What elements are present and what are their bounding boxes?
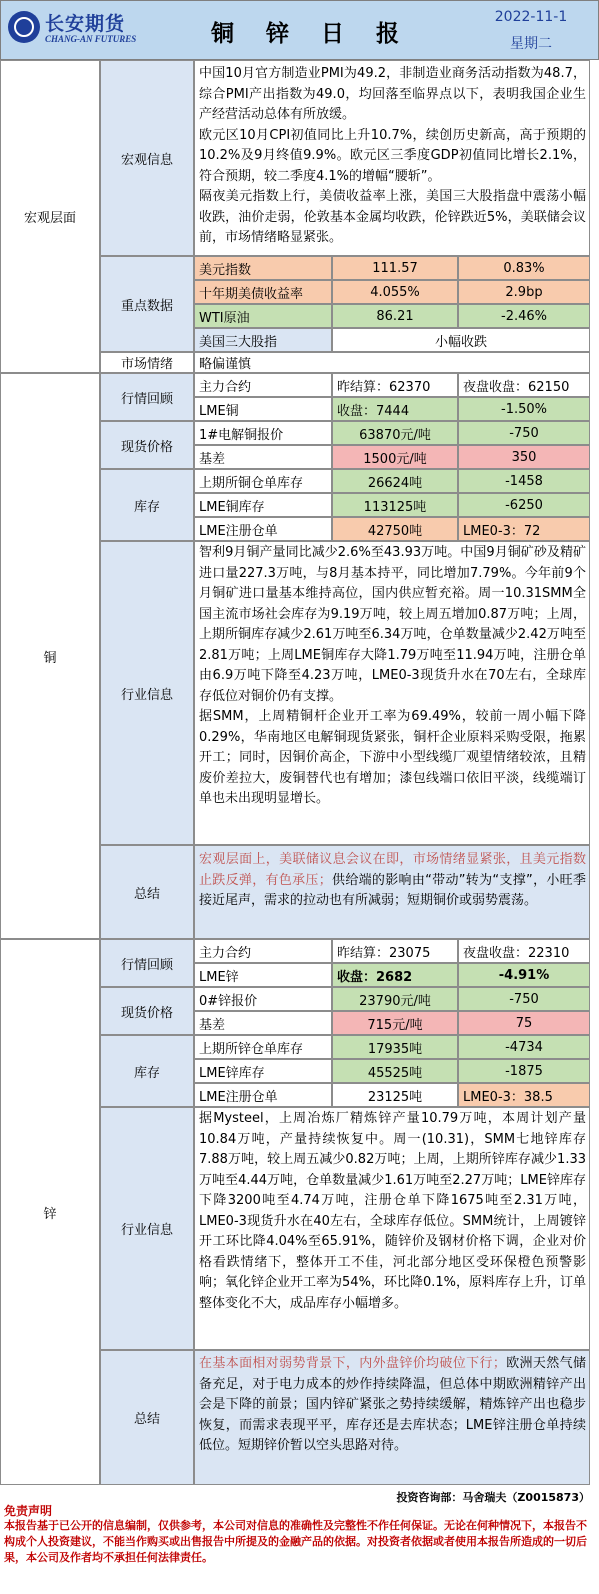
key-data-value: 111.57 xyxy=(332,256,458,280)
zinc-basis-change: 75 xyxy=(458,1011,590,1035)
copper-summary-highlight: 宏观层面上，美联储议息会议在即，市场情绪显紧张，且美元指数止跌反弹，有色承压； xyxy=(199,852,586,888)
copper-summary-body: 供给端的影响由“带动”转为“支撑”，小旺季接近尾声，需求的拉动也有所减弱；短期铜价或弱势震荡。 xyxy=(199,872,586,908)
copper-industry-paragraph: 智利9月铜产量同比减少2.6%至43.93万吨。中国9月铜矿砂及精矿进口量227.3万吨，与8月基本持平，同比增加7.79%。今年前9个月铜矿进口量基本维持高位，国内供应暂充裕。周一10.31SMM全国主流市场社会库存为9.19万吨，较上周五增加0.87万吨；上周，上期所铜库存减少2.61万吨至6.34万吨，仓单数量减少2.42万吨至2.81万吨；上周LME铜库存大降1.79万吨至11.94万吨，注册仓单由6.9万吨下降至4.23万吨，LME0-3现货升水在70左右，全球库存低位对铜价仍有支撑。 xyxy=(199,545,586,704)
page-title: 铜 锌 日 报 xyxy=(210,21,412,47)
zinc-spot-name: 0#锌报价 xyxy=(194,987,332,1011)
zinc-summary-label: 总结 xyxy=(100,1350,194,1485)
report-header xyxy=(0,0,599,60)
company-name-cn: 长安期货 xyxy=(45,13,126,35)
zinc-night-close: 夜盘收盘：22310 xyxy=(458,939,590,963)
copper-settle: 昨结算：62370 xyxy=(332,373,458,397)
zinc-spot-label: 现货价格 xyxy=(100,987,194,1035)
zinc-basis-value: 715元/吨 xyxy=(332,1011,458,1035)
copper-spot-label: 现货价格 xyxy=(100,421,194,469)
section-zinc-label: 锌 xyxy=(0,939,100,1485)
zinc-inv-name: LME注册仓单 xyxy=(194,1083,332,1107)
key-data-value: 小幅收跌 xyxy=(332,328,590,352)
zinc-inventory-label: 库存 xyxy=(100,1035,194,1107)
copper-industry-text xyxy=(194,541,590,845)
copper-inv-change: -6250 xyxy=(458,493,590,517)
section-macro-label: 宏观层面 xyxy=(0,60,100,373)
macro-info-paragraph: 中国10月官方制造业PMI为49.2，非制造业商务活动指数为48.7，综合PMI产出指数为49.0，均回落至临界点以下，表明我国企业生产经营活动总体有所放缓。 xyxy=(199,66,586,122)
zinc-summary-text xyxy=(194,1350,590,1485)
disclaimer-title: 免责声明 xyxy=(4,1504,53,1518)
zinc-inv-value: 45525吨 xyxy=(332,1059,458,1083)
analyst-credit: 投资咨询部：马舍瑞夫（Z0015873） xyxy=(396,1491,590,1504)
macro-info-text xyxy=(194,60,590,256)
copper-lme-change: -1.50% xyxy=(458,397,590,421)
copper-summary-label: 总结 xyxy=(100,845,194,939)
zinc-industry-text xyxy=(194,1107,590,1350)
copper-inv-value: 26624吨 xyxy=(332,469,458,493)
copper-spot-change: -750 xyxy=(458,421,590,445)
sentiment-value: 略偏谨慎 xyxy=(194,352,590,373)
copper-basis-change: 350 xyxy=(458,445,590,469)
company-logo-icon xyxy=(8,11,40,43)
copper-inv-change: -1458 xyxy=(458,469,590,493)
copper-night-close: 夜盘收盘：62150 xyxy=(458,373,590,397)
key-data-name: WTI原油 xyxy=(194,304,332,328)
section-copper-label: 铜 xyxy=(0,373,100,939)
key-data-label: 重点数据 xyxy=(100,256,194,352)
key-data-change: -2.46% xyxy=(458,304,590,328)
macro-info-label: 宏观信息 xyxy=(100,60,194,256)
copper-inv-value: 113125吨 xyxy=(332,493,458,517)
zinc-spot-change: -750 xyxy=(458,987,590,1011)
key-data-name: 十年期美债收益率 xyxy=(194,280,332,304)
zinc-industry-paragraph: 据Mysteel，上周冶炼厂精炼锌产量10.79万吨，本周计划产量10.84万吨，产量持续恢复中。周一(10.31)，SMM七地锌库存7.88万吨，较上周五减少0.82万吨；上周，上期所锌库存减少1.33万吨至4.44万吨，仓单数量减少1.61万吨至2.27万吨；LME锌库存下降3200吨至4.74万吨，注册仓单下降1675吨至2.31万吨，LME0-3现货升水在40左右，全球库存低位。SMM统计，上周镀锌开工环比降4.04%至65.91%，随锌价及钢材价格下调，企业对价格看跌情绪下，整体开工不佳，河北部分地区受环保橙色预警影响；氧化锌企业开工率为54%，环比降0.1%，原料库存上升，订单整体变化不大，成品库存小幅增多。 xyxy=(199,1111,586,1311)
key-data-value: 4.055% xyxy=(332,280,458,304)
copper-industry-paragraph: 据SMM，上周精铜杆企业开工率为69.49%，较前一周小幅下降0.29%，华南地区电解铜现货紧张，铜杆企业原料采购受限，拖累开工；同时，因铜价高企，下游中小型线缆厂观望情绪较浓，且精废价差拉大，废铜替代也有增加；漆包线端口依旧平淡，线缆端订单也未出现明显增长。 xyxy=(199,709,586,806)
zinc-inv-name: LME锌库存 xyxy=(194,1059,332,1083)
copper-lme-name: LME铜 xyxy=(194,397,332,421)
copper-spot-name: 1#电解铜报价 xyxy=(194,421,332,445)
copper-basis-name: 基差 xyxy=(194,445,332,469)
macro-info-paragraph: 隔夜美元指数上行，美债收益率上涨，美国三大股指盘中震荡小幅收跌，油价走弱，伦敦基本金属均收跌，伦锌跌近5%，美联储会议前，市场情绪略显紧张。 xyxy=(199,189,586,245)
zinc-inv-change: -4734 xyxy=(458,1035,590,1059)
zinc-review-label: 行情回顾 xyxy=(100,939,194,987)
key-data-name: 美元指数 xyxy=(194,256,332,280)
copper-industry-label: 行业信息 xyxy=(100,541,194,845)
zinc-industry-label: 行业信息 xyxy=(100,1107,194,1350)
zinc-inv-value: 17935吨 xyxy=(332,1035,458,1059)
copper-inv-name: 上期所铜仓单库存 xyxy=(194,469,332,493)
report-weekday: 星期二 xyxy=(510,36,552,52)
copper-review-label: 行情回顾 xyxy=(100,373,194,421)
copper-lme-close: 收盘：7444 xyxy=(332,397,458,421)
zinc-summary-highlight: 在基本面相对弱势背景下，内外盘锌价均破位下行； xyxy=(199,1356,506,1371)
macro-info-paragraph: 欧元区10月CPI初值同比上升10.7%，续创历史新高，高于预期的10.2%及9月终值9.9%。欧元区三季度GDP初值同比增长2.1%，符合预期，较二季度4.1%的增幅“腰斩”。 xyxy=(199,127,586,184)
zinc-inv-change: -1875 xyxy=(458,1059,590,1083)
zinc-lme-close: 收盘：2682 xyxy=(332,963,458,987)
disclaimer-text: 本报告基于已公开的信息编制，仅供参考，本公司对信息的准确性及完整性不作任何保证。无论在何种情况下，本报告不构成个人投资建议，不能当作购买或出售报告中所提及的金融产品的依据。对投资者依据或者使用本报告所造成的一切后果，本公司及作者均不承担任何法律责任。 xyxy=(4,1519,587,1564)
copper-summary-text xyxy=(194,845,590,939)
copper-inventory-label: 库存 xyxy=(100,469,194,541)
copper-inv-name: LME铜库存 xyxy=(194,493,332,517)
key-data-name: 美国三大股指 xyxy=(194,328,332,352)
sentiment-label: 市场情绪 xyxy=(100,352,194,373)
report-date: 2022-11-1 xyxy=(494,9,568,25)
zinc-lme-name: LME锌 xyxy=(194,963,332,987)
copper-inv-value: 42750吨 xyxy=(332,517,458,541)
key-data-change: 2.9bp xyxy=(458,280,590,304)
zinc-spot-price: 23790元/吨 xyxy=(332,987,458,1011)
key-data-value: 86.21 xyxy=(332,304,458,328)
zinc-basis-name: 基差 xyxy=(194,1011,332,1035)
zinc-settle: 昨结算：23075 xyxy=(332,939,458,963)
copper-main-contract: 主力合约 xyxy=(194,373,332,397)
copper-spot-price: 63870元/吨 xyxy=(332,421,458,445)
zinc-lme-change: -4.91% xyxy=(458,963,590,987)
zinc-summary-body: 欧洲天然气储备充足，对于电力成本的炒作持续降温，但总体中期欧洲精锌产出会是下降的前景；国内锌矿紧张之势持续缓解，精炼锌产出也稳步恢复，而需求表现平平，库存还是去库状态；LME锌注册仓单持续低位。短期锌价暂以空头思路对待。 xyxy=(199,1356,586,1453)
zinc-inv-value: 23125吨 xyxy=(332,1083,458,1107)
copper-basis-value: 1500元/吨 xyxy=(332,445,458,469)
company-name-en: CHANG-AN FUTURES xyxy=(45,34,137,44)
zinc-inv-name: 上期所锌仓单库存 xyxy=(194,1035,332,1059)
copper-inv-name: LME注册仓单 xyxy=(194,517,332,541)
zinc-inv-change: LME0-3：38.5 xyxy=(458,1083,590,1107)
key-data-change: 0.83% xyxy=(458,256,590,280)
zinc-main-contract: 主力合约 xyxy=(194,939,332,963)
copper-inv-change: LME0-3：72 xyxy=(458,517,590,541)
